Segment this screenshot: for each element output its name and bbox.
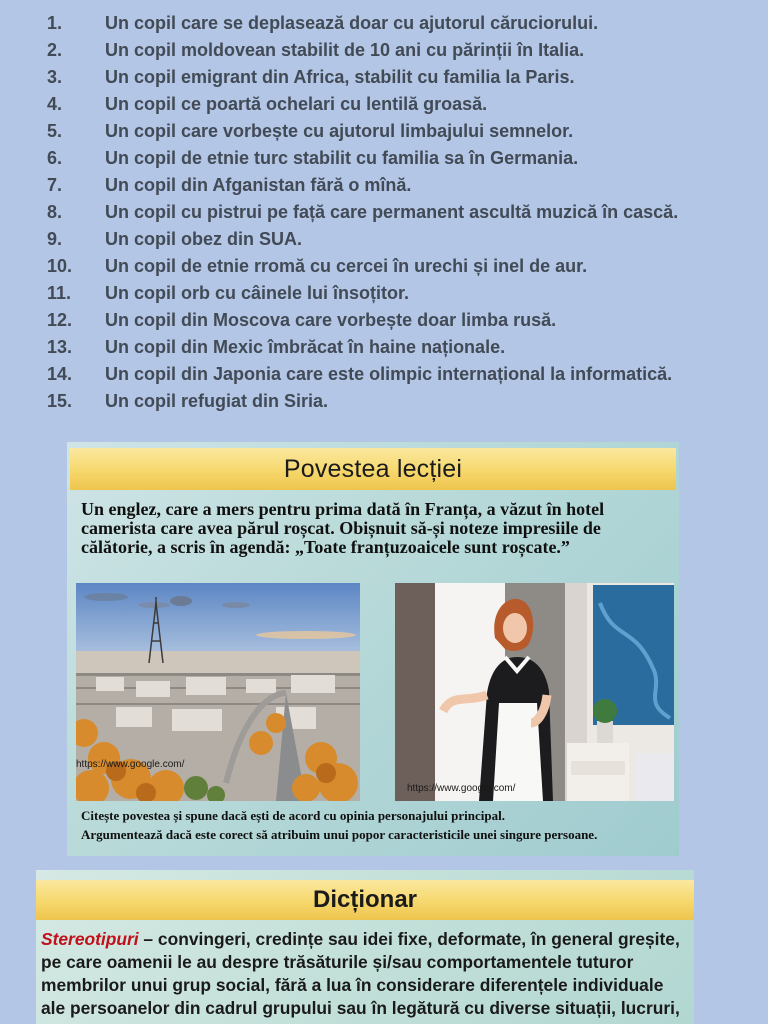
children-list: [0, 10, 768, 415]
list-item-text: Un copil obez din SUA.: [105, 229, 302, 249]
list-item: [0, 388, 768, 415]
story-instruction-2: Argumentează dacă este corect să atribuim unui popor caracteristicile unei singure persoane.: [81, 827, 598, 842]
list-item-number: 4.: [47, 94, 63, 114]
list-item: [0, 307, 768, 334]
list-item-number: 5.: [47, 121, 63, 141]
list-item: [0, 37, 768, 64]
list-item-text: Un copil care vorbește cu ajutorul limbajului semnelor.: [105, 121, 574, 141]
list-item-number: 8.: [47, 202, 63, 222]
list-item-text: Un copil emigrant din Africa, stabilit cu familia la Paris.: [105, 67, 575, 87]
list-item-text: Un copil de etnie rromă cu cercei în urechi și inel de aur.: [105, 256, 588, 276]
list-item-number: 12.: [47, 310, 73, 330]
list-item-text: Un copil ce poartă ochelari cu lentilă groasă.: [105, 94, 488, 114]
list-item: [0, 91, 768, 118]
story-slide: [67, 442, 679, 856]
dictionary-slide: [36, 870, 694, 1024]
dictionary-definition-text: – convingeri, credințe sau idei fixe, deformate, în general greșite, pe care oamenii le au despre trăsăturile și/sau comportamentele tuturor membrilor unui grup social, fără a lua în considerare diferențele individuale ale persoanelor din cadrul grupului sau în legătură cu diverse situații, lucruri,: [41, 929, 680, 1018]
dictionary-term: Stereotipuri: [41, 929, 139, 949]
list-item: [0, 64, 768, 91]
list-item-number: 3.: [47, 67, 63, 87]
story-instruction-1: Citește povestea și spune dacă ești de acord cu opinia personajului principal.: [81, 808, 505, 823]
list-item-number: 11.: [47, 283, 72, 303]
story-instructions: [81, 806, 673, 844]
list-item: [0, 280, 768, 307]
list-item-text: Un copil refugiat din Siria.: [105, 391, 329, 411]
list-item-number: 15.: [47, 391, 73, 411]
list-item-text: Un copil de etnie turc stabilit cu familia sa în Germania.: [105, 148, 579, 168]
list-item: [0, 199, 768, 226]
story-text: Un englez, care a mers pentru prima dată în Franța, a văzut în hotel camerista care avea părul roșcat. Obișnuit să-și noteze impresiile de călătorie, a scris în agendă: „Toate franțuzoaicele sunt roșcate.”: [81, 499, 605, 557]
paris-panorama-image: [76, 583, 360, 801]
story-title: Povestea lecției: [283, 455, 463, 483]
list-item: [0, 10, 768, 37]
list-item: [0, 334, 768, 361]
list-item: [0, 172, 768, 199]
list-item-number: 13.: [47, 337, 73, 357]
list-item-number: 1.: [47, 13, 63, 33]
list-item-text: Un copil moldovean stabilit de 10 ani cu părinții în Italia.: [105, 40, 585, 60]
list-item-text: Un copil orb cu câinele lui însoțitor.: [105, 283, 410, 303]
list-item: [0, 361, 768, 388]
maid-image-watermark: https://www.google.com/: [407, 783, 516, 794]
list-item-number: 7.: [47, 175, 63, 195]
list-item-number: 14.: [47, 364, 73, 384]
list-item-text: Un copil din Moscova care vorbește doar limba rusă.: [105, 310, 557, 330]
dictionary-definition: [41, 928, 691, 1020]
list-item-text: Un copil din Afganistan fără o mînă.: [105, 175, 412, 195]
paris-image-watermark: https://www.google.com/: [76, 759, 185, 770]
list-item-text: Un copil din Japonia care este olimpic internațional la informatică.: [105, 364, 673, 384]
list-item-text: Un copil cu pistrui pe față care permanent ascultă muzică în cască.: [105, 202, 679, 222]
list-item: [0, 226, 768, 253]
list-item-number: 6.: [47, 148, 63, 168]
list-item-number: 10.: [47, 256, 73, 276]
hotel-maid-image: [395, 583, 674, 801]
list-item-text: Un copil care se deplasează doar cu ajutorul căruciorului.: [105, 13, 599, 33]
list-item: [0, 253, 768, 280]
list-item-text: Un copil din Mexic îmbrăcat în haine naționale.: [105, 337, 506, 357]
list-item: [0, 118, 768, 145]
dictionary-title: Dicționar: [312, 886, 417, 913]
list-item-number: 9.: [47, 229, 63, 249]
list-item: [0, 145, 768, 172]
list-item-number: 2.: [47, 40, 63, 60]
